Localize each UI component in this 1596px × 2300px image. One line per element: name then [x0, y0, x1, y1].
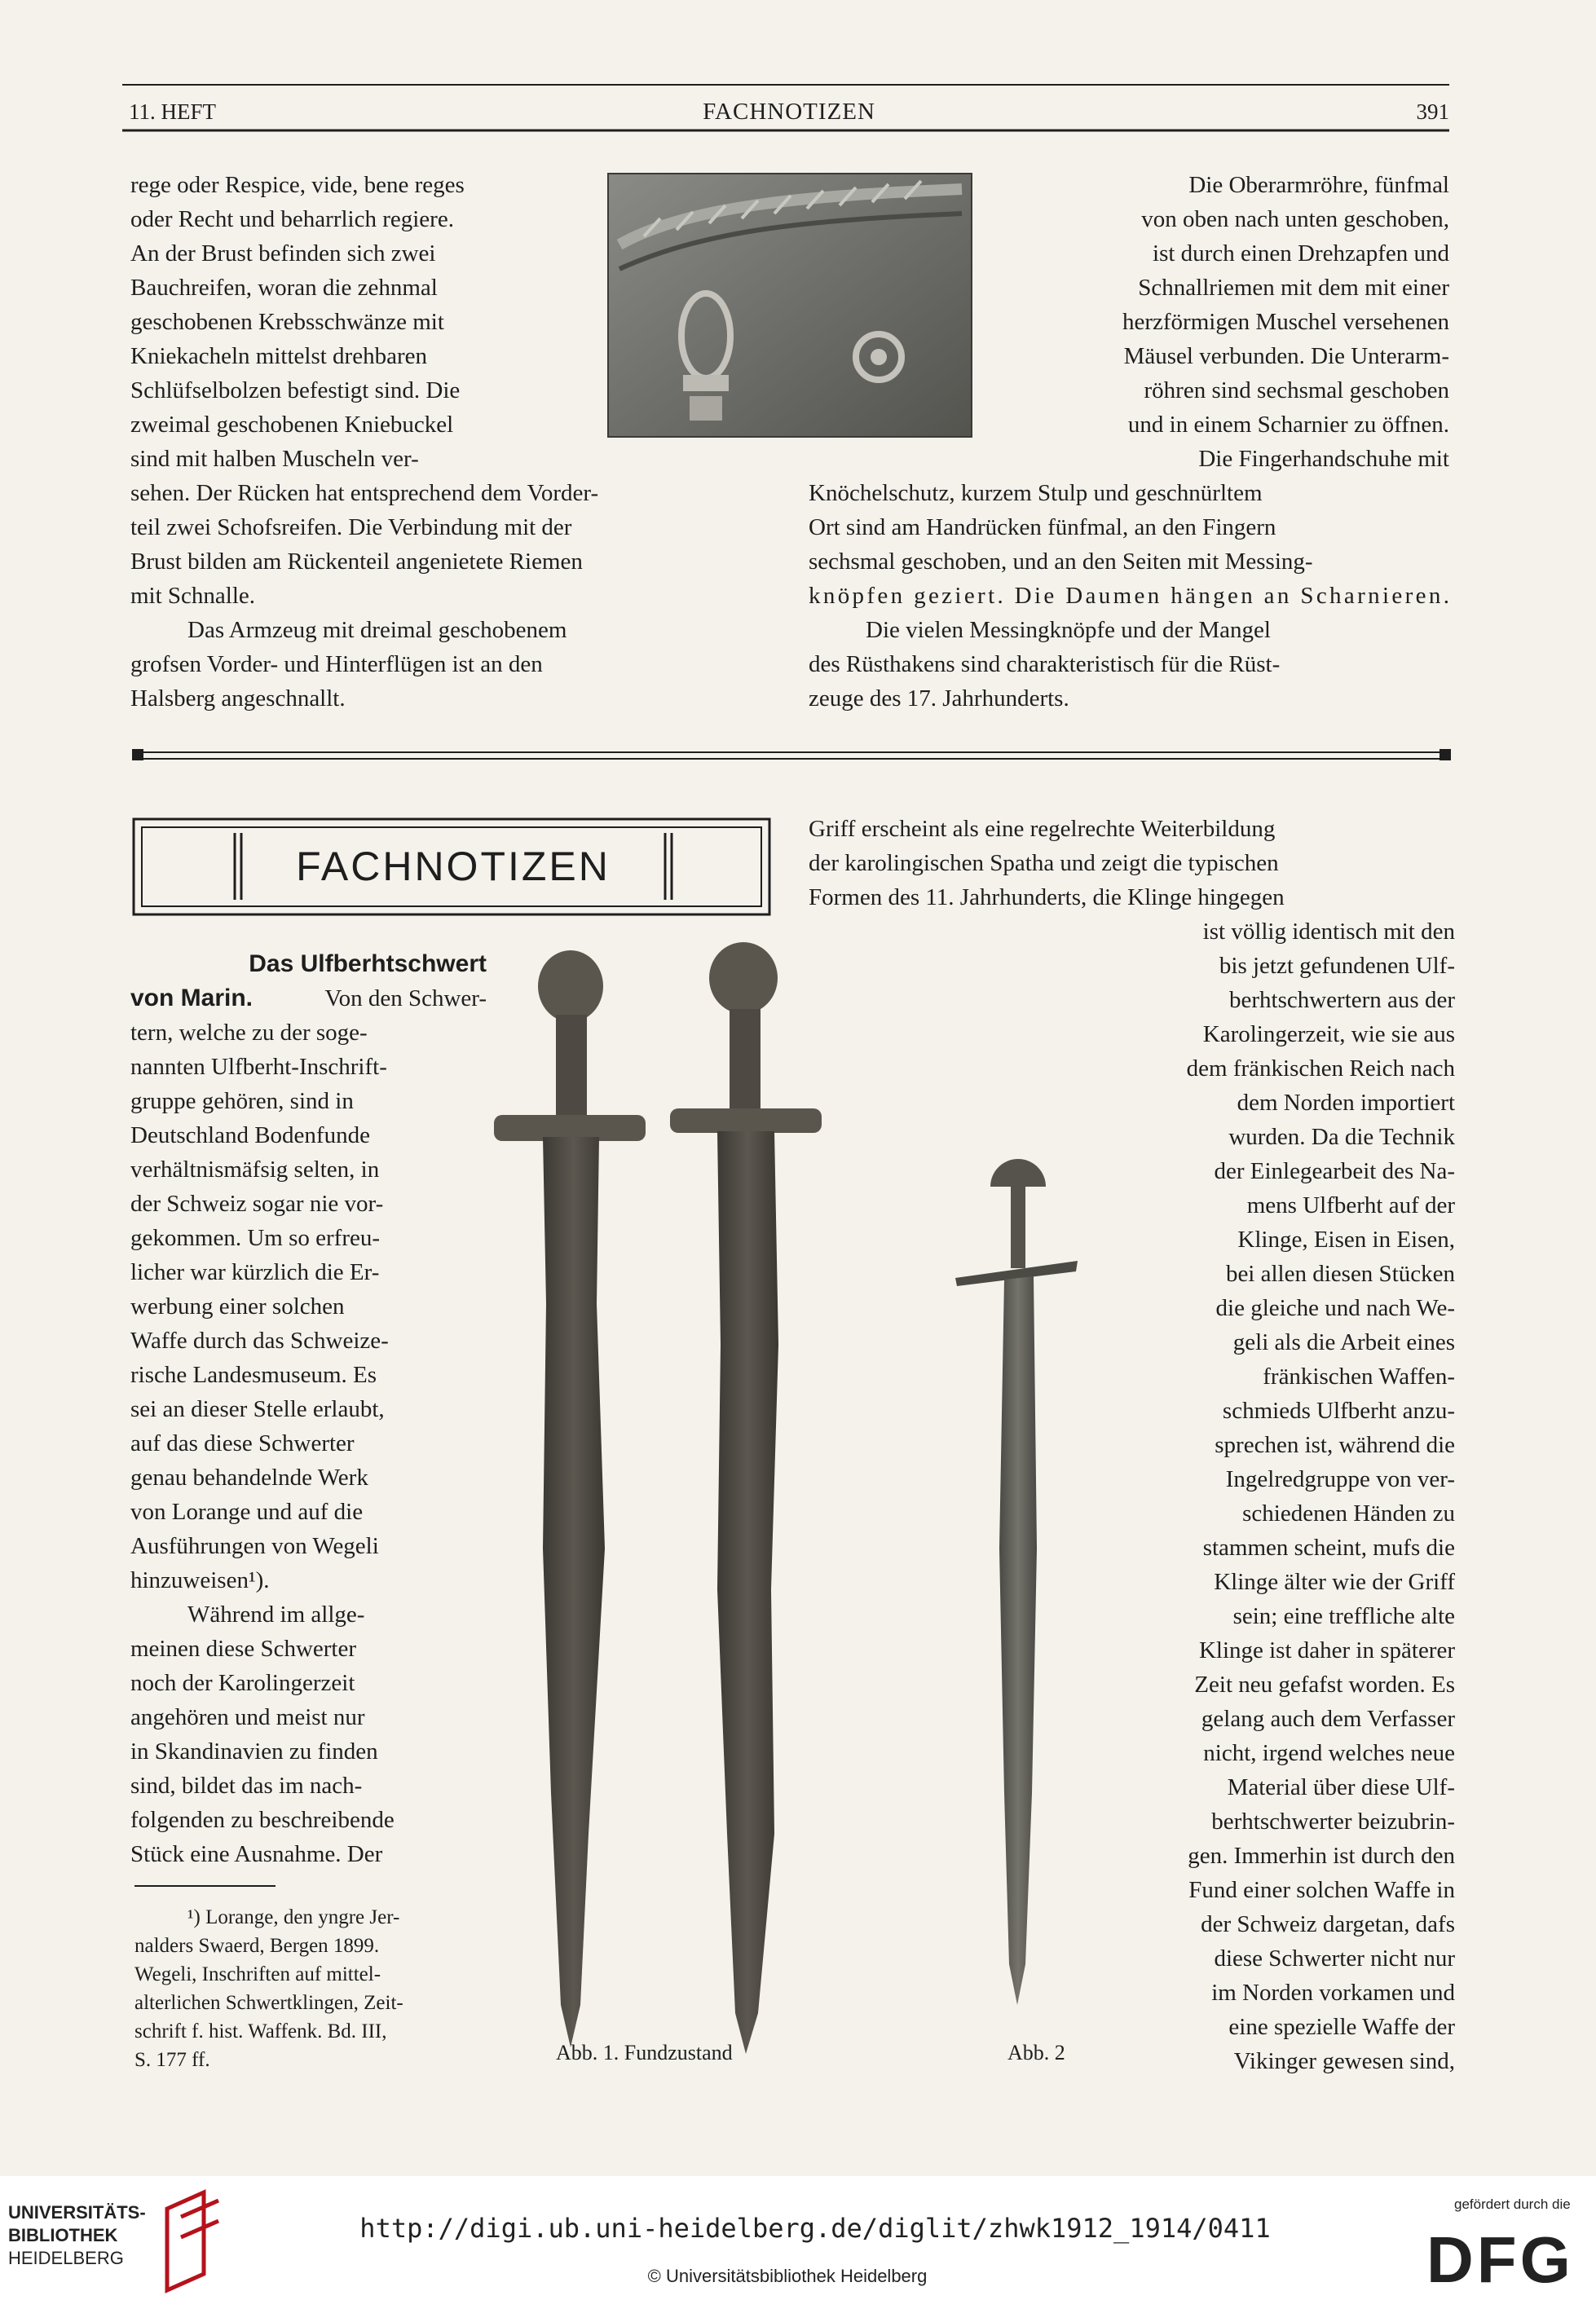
right-narrow-lines — [1187, 919, 1456, 2074]
text-line: Das Armzeug mit dreimal geschobenem — [187, 617, 567, 643]
fachnotizen-title: FACHNOTIZEN — [296, 844, 611, 889]
dfg-logo-text: DFG — [1426, 2223, 1574, 2296]
text-line: Brust bilden am Rückenteil angenietete Riemen — [130, 549, 583, 575]
text-line: Die Oberarmröhre, fünfmal — [1188, 172, 1449, 198]
header-issue: 11. HEFT — [129, 99, 216, 124]
text-line: Waffe durch das Schweize- — [130, 1328, 389, 1354]
text-line: Klinge älter wie der Griff — [1214, 1569, 1455, 1595]
text-line: knöpfen geziert. Die Daumen hängen an Scharnieren. — [809, 583, 1449, 609]
sword-figure-2 — [670, 942, 822, 2054]
caption-figure-2: Abb. 2 — [1007, 2041, 1065, 2064]
text-line: Von den Schwer- — [324, 985, 487, 1011]
text-line: sprechen ist, während die — [1215, 1432, 1455, 1458]
text-line: bei allen diesen Stücken — [1225, 1261, 1455, 1287]
text-line: Die Fingerhandschuhe mit — [1198, 446, 1449, 472]
text-line: folgenden zu beschreibende — [130, 1807, 395, 1833]
text-line: zweimal geschobenen Kniebuckel — [130, 412, 454, 438]
text-line: Kniekacheln mittelst drehbaren — [130, 343, 427, 369]
text-line: der Einlegearbeit des Na- — [1214, 1158, 1455, 1184]
text-line: und in einem Scharnier zu öffnen. — [1127, 412, 1449, 438]
text-line: sechsmal geschoben, und an den Seiten mit Messing- — [809, 549, 1313, 575]
text-line: auf das diese Schwerter — [130, 1430, 355, 1456]
text-line: Material über diese Ulf- — [1227, 1774, 1455, 1800]
text-line: eine spezielle Waffe der — [1228, 2014, 1455, 2040]
library-emblem-icon — [167, 2192, 218, 2290]
text-line: der Schweiz dargetan, dafs — [1201, 1911, 1455, 1937]
text-line: gen. Immerhin ist durch den — [1188, 1843, 1455, 1869]
text-line: rege oder Respice, vide, bene reges — [130, 172, 465, 198]
text-line: zeuge des 17. Jahrhunderts. — [809, 685, 1069, 712]
text-line: oder Recht und beharrlich regiere. — [130, 206, 454, 232]
text-line: geschobenen Krebsschwänze mit — [130, 309, 444, 335]
text-line: sehen. Der Rücken hat entsprechend dem Vorder- — [130, 480, 599, 506]
text-line: mit Schnalle. — [130, 583, 256, 609]
figure-captions — [556, 2041, 1065, 2064]
text-line: von oben nach unten geschoben, — [1141, 206, 1449, 232]
text-line: Schlüfselbolzen befestigt sind. Die — [130, 377, 461, 403]
text-line: herzförmigen Muschel versehenen — [1122, 309, 1449, 335]
text-line: Vikinger gewesen sind, — [1233, 2048, 1455, 2074]
text-line: Ausführungen von Wegeli — [130, 1533, 379, 1559]
article-left-column — [130, 950, 487, 1867]
text-line: Ingelredgruppe von ver- — [1225, 1466, 1455, 1492]
text-line: Stück eine Ausnahme. Der — [130, 1841, 383, 1867]
footnote-line: Wegeli, Inschriften auf mittel- — [134, 1963, 381, 1985]
text-line: Karolingerzeit, wie sie aus — [1202, 1021, 1455, 1047]
top-left-full-column — [130, 480, 598, 712]
text-line: Fund einer solchen Waffe in — [1188, 1877, 1455, 1903]
text-line: gekommen. Um so erfreu- — [130, 1225, 381, 1251]
text-line: Zeit neu gefafst worden. Es — [1194, 1672, 1455, 1698]
text-line: dem fränkischen Reich nach — [1186, 1055, 1455, 1082]
text-line: bis jetzt gefundenen Ulf- — [1219, 953, 1455, 979]
text-line: Klinge ist daher in späterer — [1198, 1637, 1455, 1663]
text-line: Griff erscheint als eine regelrechte Weiterbildung — [809, 816, 1276, 842]
text-line: Knöchelschutz, kurzem Stulp und geschnürltem — [809, 480, 1263, 506]
text-line: fränkischen Waffen- — [1263, 1364, 1455, 1390]
caption-figure-1: Abb. 1. Fundzustand — [556, 2041, 733, 2064]
library-name-line-2: BIBLIOTHEK — [8, 2225, 118, 2245]
text-line: wurden. Da die Technik — [1228, 1124, 1455, 1150]
text-line: des Rüsthakens sind charakteristisch für die Rüst- — [809, 651, 1281, 677]
text-line: Während im allge- — [187, 1602, 365, 1628]
text-line: licher war kürzlich die Er- — [130, 1259, 380, 1285]
copyright-notice: © Universitätsbibliothek Heidelberg — [647, 2266, 928, 2286]
library-name-line-1: UNIVERSITÄTS- — [8, 2202, 146, 2223]
footnote — [134, 1886, 403, 2071]
running-header — [122, 85, 1449, 130]
top-right-column — [1122, 172, 1450, 472]
text-line: röhren sind sechsmal geschoben — [1144, 377, 1449, 403]
footnote-line: schrift f. hist. Waffenk. Bd. III, — [134, 2020, 387, 2042]
text-line: in Skandinavien zu finden — [130, 1738, 378, 1765]
text-line: stammen scheint, mufs die — [1202, 1535, 1455, 1561]
footnote-line: nalders Swaerd, Bergen 1899. — [134, 1935, 380, 1957]
text-line: hinzuweisen¹). — [130, 1567, 270, 1593]
text-line: angehören und meist nur — [130, 1704, 365, 1730]
text-line: ist völlig identisch mit den — [1202, 919, 1455, 945]
sword-figure-3 — [955, 1159, 1078, 2005]
text-line: sind mit halben Muscheln ver- — [130, 446, 419, 472]
text-line: Formen des 11. Jahrhunderts, die Klinge hingegen — [809, 884, 1285, 910]
text-line: tern, welche zu der soge- — [130, 1020, 368, 1046]
text-line: werbung einer solchen — [130, 1293, 345, 1320]
header-page-number: 391 — [1416, 99, 1449, 124]
text-line: teil zwei Schofsreifen. Die Verbindung mit der — [130, 514, 572, 540]
article-headline: Das Ulfberhtschwert — [249, 950, 487, 977]
article-right-column — [809, 816, 1455, 2074]
text-line: Mäusel verbunden. Die Unterarm- — [1123, 343, 1449, 369]
source-url-link[interactable]: http://digi.ub.uni-heidelberg.de/diglit/zhwk1912_1914/0411 — [359, 2213, 1271, 2244]
text-line: Klinge, Eisen in Eisen, — [1237, 1227, 1455, 1253]
right-top-lines — [809, 816, 1285, 910]
sword-figure-1 — [494, 950, 646, 2047]
text-line: genau behandelnde Werk — [130, 1465, 368, 1491]
library-logo — [8, 2192, 218, 2290]
text-line: grofsen Vorder- und Hinterflügen ist an den — [130, 651, 543, 677]
text-line: Ort sind am Handrücken fünfmal, an den Fingern — [809, 514, 1276, 540]
text-line: geli als die Arbeit eines — [1232, 1329, 1455, 1355]
text-line: Die vielen Messingknöpfe und der Mangel — [866, 617, 1271, 643]
funder-note: gefördert durch die — [1454, 2196, 1571, 2212]
text-line: meinen diese Schwerter — [130, 1636, 357, 1662]
text-line: berhtschwertern aus der — [1229, 987, 1455, 1013]
section-divider — [132, 749, 1451, 760]
text-line: An der Brust befinden sich zwei — [130, 240, 436, 267]
text-line: gruppe gehören, sind in — [130, 1088, 354, 1114]
header-section: FACHNOTIZEN — [703, 99, 875, 125]
text-line: ist durch einen Drehzapfen und — [1153, 240, 1449, 267]
text-line: Halsberg angeschnallt. — [130, 685, 346, 712]
text-line: sei an dieser Stelle erlaubt, — [130, 1396, 385, 1422]
top-left-column — [130, 172, 465, 472]
text-line: Bauchreifen, woran die zehnmal — [130, 275, 438, 301]
text-line: im Norden vorkamen und — [1211, 1980, 1455, 2006]
footnote-line: S. 177 ff. — [134, 2049, 210, 2071]
text-line: noch der Karolingerzeit — [130, 1670, 355, 1696]
text-line: diese Schwerter nicht nur — [1214, 1945, 1455, 1972]
fachnotizen-title-box — [134, 819, 769, 914]
text-line: gelang auch dem Verfasser — [1201, 1706, 1455, 1732]
text-line: verhältnismäfsig selten, in — [130, 1157, 380, 1183]
footnote-line: alterlichen Schwertklingen, Zeit- — [134, 1992, 403, 2014]
text-line: sein; eine treffliche alte — [1232, 1603, 1455, 1629]
library-name-line-3: HEIDELBERG — [8, 2248, 124, 2268]
text-line: schmieds Ulfberht anzu- — [1222, 1398, 1455, 1424]
armour-detail-photo — [608, 174, 972, 437]
text-line: der Schweiz sogar nie vor- — [130, 1191, 384, 1217]
text-line: dem Norden importiert — [1237, 1090, 1455, 1116]
text-line: schiedenen Händen zu — [1242, 1500, 1455, 1527]
text-line: die gleiche und nach We- — [1215, 1295, 1455, 1321]
footnote-line: ¹) Lorange, den yngre Jer- — [187, 1906, 400, 1928]
text-line: nicht, irgend welches neue — [1203, 1740, 1455, 1766]
dfg-logo — [1426, 2196, 1574, 2296]
text-line: Schnallriemen mit dem mit einer — [1138, 275, 1449, 301]
text-line: sind, bildet das im nach- — [130, 1773, 363, 1799]
top-right-full-column — [809, 480, 1449, 712]
text-line: mens Ulfberht auf der — [1246, 1192, 1455, 1218]
text-line: berhtschwerter beizubrin- — [1211, 1809, 1455, 1835]
text-line: der karolingischen Spatha und zeigt die typischen — [809, 850, 1279, 876]
text-line: rische Landesmuseum. Es — [130, 1362, 377, 1388]
article-headline-location: von Marin. — [130, 985, 254, 1011]
text-line: nannten Ulfberht-Inschrift- — [130, 1054, 387, 1080]
text-line: Deutschland Bodenfunde — [130, 1122, 370, 1148]
text-line: von Lorange und auf die — [130, 1499, 364, 1525]
